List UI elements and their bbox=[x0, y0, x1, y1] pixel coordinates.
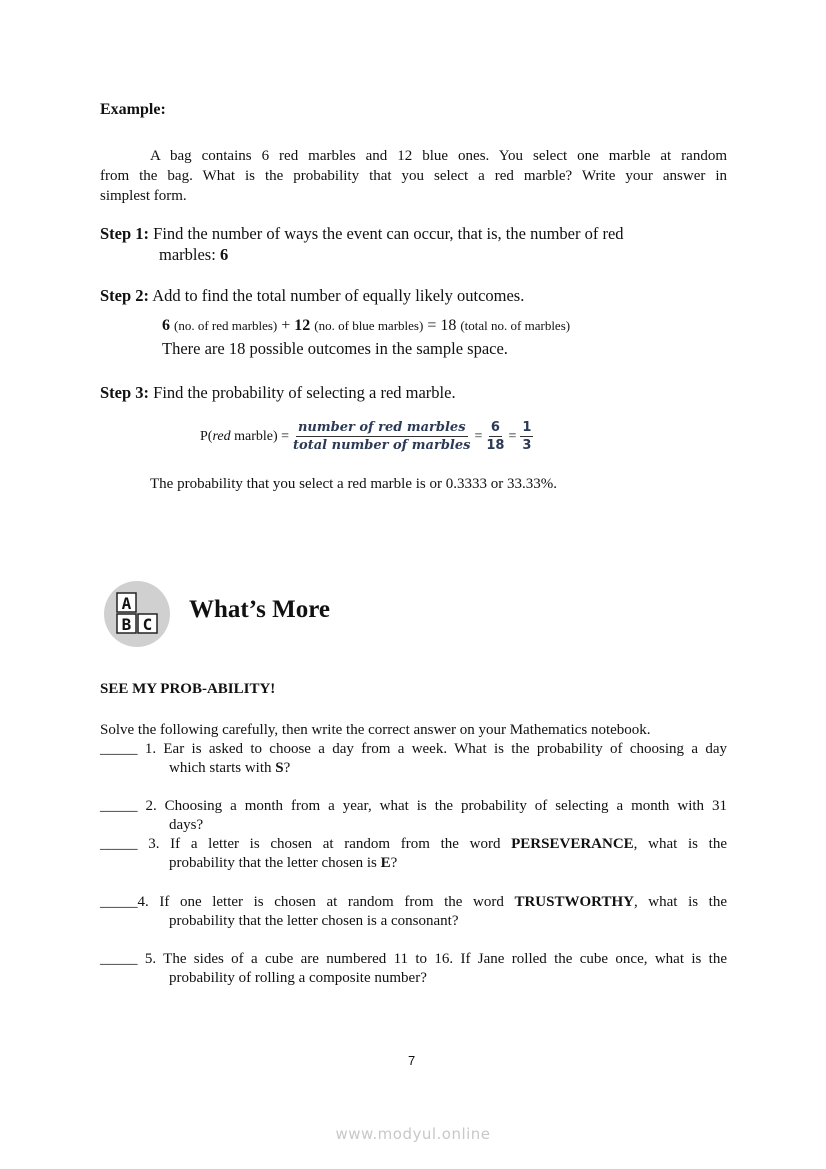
den-18: 18 bbox=[486, 438, 505, 453]
step-1-value: 6 bbox=[219, 245, 229, 264]
item-3-text: 3. If a letter is chosen at random from the word bbox=[137, 836, 512, 852]
denominator: total number of marbles bbox=[293, 438, 471, 453]
item-3-word: PERSEVERANCE bbox=[511, 836, 634, 852]
item-1-text2: which starts with bbox=[169, 760, 276, 776]
lhs-rest: marble) = bbox=[230, 428, 290, 444]
step-1-cont bbox=[159, 245, 228, 265]
item-5-cont: probability of rolling a composite number? bbox=[169, 970, 427, 986]
num-6: 6 bbox=[490, 420, 500, 435]
step-2-label: Step 2: bbox=[100, 286, 150, 305]
page-number: 7 bbox=[408, 1053, 416, 1068]
activity-title: SEE MY PROB-ABILITY! bbox=[100, 681, 276, 697]
eq-red-note: (no. of red marbles) bbox=[174, 318, 278, 333]
item-1-end: ? bbox=[283, 760, 291, 776]
step-1-label: Step 1: bbox=[100, 224, 150, 243]
step-2-equation bbox=[162, 317, 570, 335]
section-title: What’s More bbox=[189, 596, 330, 623]
activity-instructions: Solve the following carefully, then write the correct answer on your Mathematics notebook. bbox=[100, 722, 651, 738]
problem-line-2: from the bag. What is the probability that you select a red marble? Write your answer in bbox=[100, 168, 727, 184]
eq-blue: 12 bbox=[294, 317, 311, 334]
numerator: number of red marbles bbox=[297, 420, 466, 435]
item-4-cont: probability that the letter chosen is a consonant? bbox=[169, 913, 459, 929]
item-3-text-end: , what is the bbox=[633, 836, 727, 852]
abc-blocks-icon bbox=[104, 581, 170, 647]
step-3-text: Find the probability of selecting a red marble. bbox=[153, 383, 456, 402]
lhs-p: P( bbox=[200, 428, 213, 444]
letter-a: A bbox=[121, 594, 132, 613]
item-2-text: 2. Choosing a month from a year, what is the probability of selecting a month with 31 bbox=[137, 798, 727, 814]
eq-total: = 18 bbox=[427, 317, 457, 334]
formula-lhs bbox=[200, 429, 289, 445]
eq-plus: + bbox=[281, 317, 291, 334]
example-heading: Example: bbox=[100, 101, 166, 118]
item-3-text2: probability that the letter chosen is bbox=[169, 855, 381, 871]
item-4-word: TRUSTWORTHY bbox=[514, 894, 634, 910]
eq-total-note: (total no. of marbles) bbox=[460, 318, 571, 333]
lhs-red: red bbox=[212, 428, 231, 444]
abc-blocks-icon-svg bbox=[104, 581, 170, 647]
item-1 bbox=[100, 740, 727, 759]
item-1-text: 1. Ear is asked to choose a day from a week. What is the probability of choosing a day bbox=[137, 741, 727, 757]
item-3-bold: E bbox=[380, 855, 391, 871]
step-1 bbox=[100, 224, 624, 244]
item-5 bbox=[100, 950, 727, 969]
step-3-label: Step 3: bbox=[100, 383, 150, 402]
item-2-cont: days? bbox=[169, 817, 204, 833]
probability-formula bbox=[200, 420, 533, 453]
fraction-6-18 bbox=[486, 420, 504, 453]
fraction-1-3 bbox=[520, 420, 533, 453]
eq-red: 6 bbox=[162, 317, 170, 334]
letter-c: C bbox=[142, 615, 153, 634]
conclusion: The probability that you select a red marble is or 0.3333 or 33.33%. bbox=[150, 476, 557, 492]
item-5-text: 5. The sides of a cube are numbered 11 to 16. If Jane rolled the cube once, what is the bbox=[137, 951, 727, 967]
formula-fraction bbox=[293, 420, 470, 453]
step-3 bbox=[100, 383, 456, 403]
num-1: 1 bbox=[522, 420, 532, 435]
step-2-text: Add to find the total number of equally likely outcomes. bbox=[152, 286, 525, 305]
item-3-cont bbox=[169, 854, 397, 873]
item-4 bbox=[100, 893, 727, 912]
answer-blank[interactable]: _____ bbox=[100, 836, 138, 852]
answer-blank[interactable]: _____ bbox=[100, 894, 138, 910]
item-3-end: ? bbox=[390, 855, 398, 871]
problem-line-1: A bag contains 6 red marbles and 12 blue ones. You select one marble at random bbox=[150, 148, 727, 164]
watermark: www.modyul.online bbox=[335, 1125, 491, 1143]
item-4-text: 4. If one letter is chosen at random from the word bbox=[137, 894, 515, 910]
step-2-note: There are 18 possible outcomes in the sample space. bbox=[162, 339, 508, 358]
item-1-bold: S bbox=[275, 760, 284, 776]
answer-blank[interactable]: _____ bbox=[100, 741, 138, 757]
item-3 bbox=[100, 835, 727, 854]
equals-2: = bbox=[508, 428, 517, 444]
problem-line-3: simplest form. bbox=[100, 188, 187, 204]
step-2 bbox=[100, 286, 524, 306]
item-2 bbox=[100, 797, 727, 816]
step-1-text: Find the number of ways the event can occur, that is, the number of red bbox=[153, 224, 624, 243]
eq-blue-note: (no. of blue marbles) bbox=[314, 318, 424, 333]
equals: = bbox=[474, 428, 483, 444]
answer-blank[interactable]: _____ bbox=[100, 951, 138, 967]
step-1-text2: marbles: bbox=[159, 245, 220, 264]
answer-blank[interactable]: _____ bbox=[100, 798, 138, 814]
den-3: 3 bbox=[522, 438, 532, 453]
letter-b: B bbox=[121, 615, 132, 634]
item-1-cont bbox=[169, 759, 290, 778]
item-4-text-end: , what is the bbox=[633, 894, 727, 910]
